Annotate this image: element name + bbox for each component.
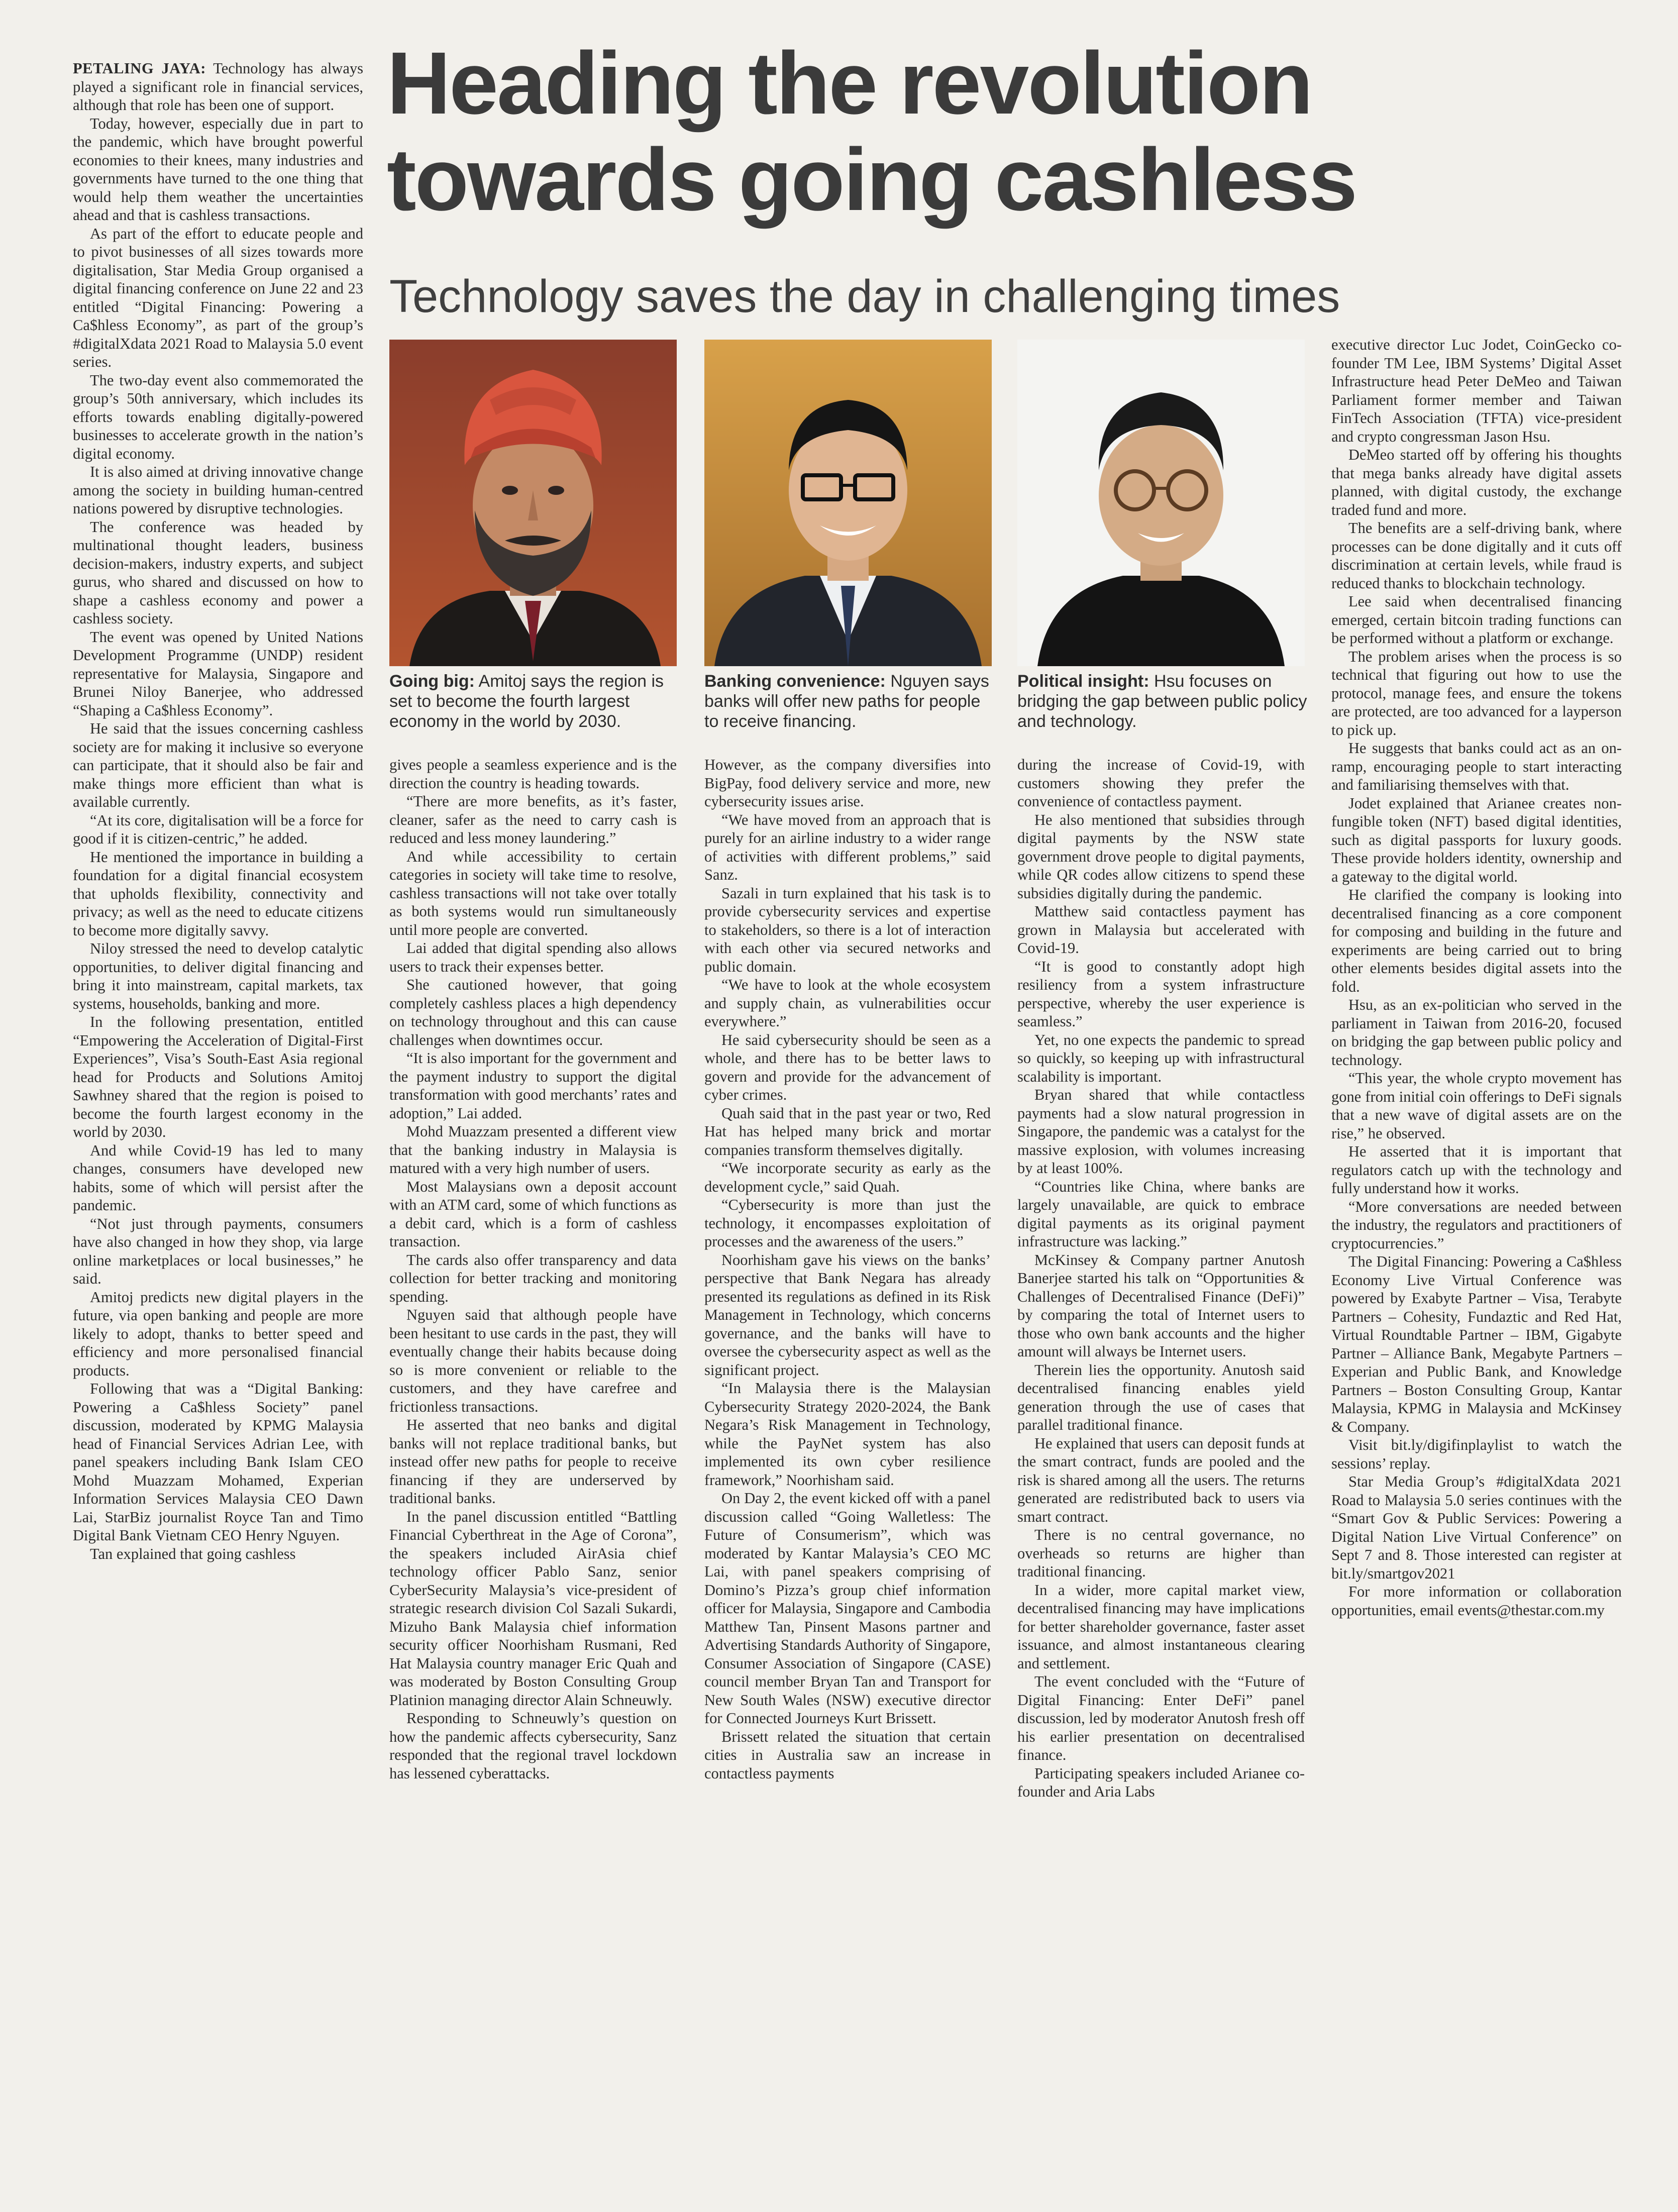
article-paragraph: Mohd Muazzam presented a different view that the banking industry in Malaysia is matured with a very high number of users. [389,1123,677,1177]
article-paragraph: Bryan shared that while contactless payments had a slow natural progression in Singapore, the pandemic was a catalyst for the massive explosion, with volumes increasing by at least 100%. [1017,1086,1305,1177]
article-paragraph: Brissett related the situation that certain cities in Australia saw an increase in contactless payments [704,1728,991,1782]
article-paragraph: Star Media Group’s #digitalXdata 2021 Road to Malaysia 5.0 series continues with the “Smart Gov & Public Services: Powering a Digital Nation Live Virtual Conference” on Sept 7 and 8. Those interested can register at bit.ly/smartgov2021 [1331,1473,1622,1582]
article-paragraph: Sazali in turn explained that his task is to provide cybersecurity services and expertise to stakeholders, so there is a lot of interaction with each other via secured networks and public domain. [704,884,991,975]
article-paragraph: during the increase of Covid-19, with customers showing they prefer the convenience of contactless payment. [1017,756,1305,810]
article-paragraph: He explained that users can deposit funds at the smart contract, funds are pooled and the risk is shared among all the users. The returns generated are redistributed back to users via smart contract. [1017,1434,1305,1525]
article-paragraph: “It is good to constantly adopt high resiliency from a system infrastructure perspective, whereby the user experience is seamless.” [1017,958,1305,1030]
article-paragraph: The benefits are a self-driving bank, where processes can be done digitally and it cuts off discrimination at certain levels, while fraud is reduced thanks to blockchain technology. [1331,519,1622,592]
article-paragraph: Responding to Schneuwly’s question on how the pandemic affects cybersecurity, Sanz responded that the regional travel lockdown has lessened cyberattacks. [389,1710,677,1782]
article-paragraph: And while accessibility to certain categories in society will take time to resolve, cashless transactions will not take over totally as both systems would run simultaneously until more people are converted. [389,848,677,938]
article-paragraph: The two-day event also commemorated the group’s 50th anniversary, which includes its efforts towards enabling digitally-powered businesses to accelerate growth in the nation’s digital economy. [73,371,363,462]
article-paragraph: In the following presentation, entitled “Empowering the Acceleration of Digital-First Experiences”, Visa’s South-East Asia regional head for Products and Solutions Amitoj Sawhney shared that the region is poised to become the fourth largest economy in the world by 2030. [73,1013,363,1140]
article-paragraph: “We incorporate security as early as the development cycle,” said Quah. [704,1160,991,1195]
article-paragraph: Yet, no one expects the pandemic to spread so quickly, so keeping up with infrastructural scalability is important. [1017,1031,1305,1085]
article-paragraph: She cautioned however, that going completely cashless places a high dependency on technology throughout and this can cause challenges when downtimes occur. [389,976,677,1048]
article-paragraph: He said cybersecurity should be seen as a whole, and there has to be better laws to govern and provide for the advancement of cyber crimes. [704,1031,991,1103]
article-paragraph: “There are more benefits, as it’s faster, cleaner, safer as the need to carry cash is reduced and less money laundering.” [389,793,677,847]
article-paragraph: Nguyen said that although people have been hesitant to use cards in the past, they will eventually change their habits because doing so is more convenient or reliable to the customers, and they have carefree and frictionless transactions. [389,1306,677,1415]
article-paragraph: gives people a seamless experience and is the direction the country is heading towards. [389,756,677,792]
article-paragraph: He asserted that it is important that regulators catch up with the technology and fully understand how it works. [1331,1143,1622,1197]
article-paragraph: Amitoj predicts new digital players in the future, via open banking and people are more likely to adopt, thanks to better speed and efficiency and more personalised financial products. [73,1288,363,1379]
article-paragraph: “Not just through payments, consumers have also changed in how they shop, via large online marketplaces or local businesses,” he said. [73,1215,363,1287]
article-column-4 [1017,756,1305,1800]
article-column-5 [1331,336,1622,1687]
headline [387,35,1613,228]
caption-title: Political insight: [1017,672,1149,691]
article-column-2 [389,756,677,1782]
article-paragraph: “We have to look at the whole ecosystem and supply chain, as vulnerabilities occur everywhere.” [704,976,991,1030]
article-paragraph: On Day 2, the event kicked off with a panel discussion called “Going Walletless: The Future of Consumerism”, which was moderated by Kantar Malaysia’s CEO MC Lai, with panel speakers comprising of Domino’s Pizza’s group chief information officer for Malaysia, Singapore and Cambodia Matthew Tan, Pinsent Masons partner and Advertising Standards Authority of Singapore, Consumer Association of Singapore (CASE) council member Bryan Tan and Transport for New South Wales (NSW) executive director for Connected Journeys Kurt Brissett. [704,1490,991,1727]
article-paragraph: He suggests that banks could act as an on-ramp, encouraging people to start interacting and familiarising themselves with that. [1331,740,1622,793]
article-paragraph: There is no central governance, no overheads so returns are higher than traditional financing. [1017,1526,1305,1580]
article-paragraph: Therein lies the opportunity. Anutosh said decentralised financing enables yield generation through the use of cases that parallel traditional finance. [1017,1361,1305,1433]
photo-nguyen [704,340,992,666]
article-paragraph: The event concluded with the “Future of Digital Financing: Enter DeFi” panel discussion, led by moderator Anutosh fresh off his earlier presentation on decentralised finance. [1017,1673,1305,1763]
headline-line-1: Heading the revolution [387,34,1312,133]
article-paragraph: It is also aimed at driving innovative change among the society in building human-centred nations powered by disruptive technologies. [73,463,363,517]
article-paragraph: Visit bit.ly/digifinplaylist to watch the sessions’ replay. [1331,1436,1622,1472]
photo-amitoj [389,340,677,666]
article-paragraph: He said that the issues concerning cashless society are for making it inclusive so everyone can participate, that it should also be fair and make things more efficient than what is available currently. [73,720,363,810]
article-paragraph: Lai added that digital spending also allows users to track their expenses better. [389,939,677,975]
article-paragraph: “This year, the whole crypto movement has gone from initial coin offerings to DeFi signals that a new wave of digital assets are on the rise,” he observed. [1331,1070,1622,1142]
photo-caption-2 [704,671,996,731]
article-paragraph: Tan explained that going cashless [90,1545,296,1562]
article-paragraph: And while Covid-19 has led to many changes, consumers have developed new habits, some of which will persist after the pandemic. [73,1141,363,1214]
article-paragraph: Noorhisham gave his views on the banks’ perspective that Bank Negara has already presented its regulations as defined in its Risk Management in Technology, which concerns governance, and the banks will have to oversee the cybersecurity aspect as well as the significant project. [704,1251,991,1379]
article-column-1 [73,59,363,1682]
headline-line-2: towards going cashless [387,131,1356,229]
article-paragraph: “At its core, digitalisation will be a force for good if it is citizen-centric,” he added. [73,811,363,847]
article-paragraph: Today, however, especially due in part to the pandemic, which have brought powerful economies to their knees, many industries and governments have turned to the one thing that would help them weather the uncertainties ahead and that is cashless transactions. [73,115,363,224]
caption-text: Amitoj says the region is set to become the fourth largest economy in the world by 2030. [389,672,664,731]
article-paragraph: The cards also offer transparency and data collection for better tracking and monitoring spending. [389,1251,677,1305]
article-paragraph: In the panel discussion entitled “Battling Financial Cyberthreat in the Age of Corona”, the speakers included AirAsia chief technology officer Pablo Sanz, senior CyberSecurity Malaysia’s vice-president of strategic research division Col Sazali Sukardi, Mizuho Bank Malaysia chief information security officer Noorhisham Rusmani, Red Hat Malaysia country manager Eric Quah and was moderated by Boston Consulting Group Platinion managing director Alain Schneuwly. [389,1508,677,1709]
article-paragraph: Lee said when decentralised financing emerged, certain bitcoin trading functions can be performed without a platform or exchange. [1331,593,1622,647]
article-paragraph: Most Malaysians own a deposit account with an ATM card, some of which functions as a debit card, which is a form of cashless transaction. [389,1178,677,1250]
article-paragraph: “Countries like China, where banks are largely unavailable, are quick to embrace digital payments as its original payment infrastructure was lacking.” [1017,1178,1305,1250]
article-paragraph: Hsu, as an ex-politician who served in the parliament in Taiwan from 2016-20, focused on bridging the gap between public policy and technology. [1331,996,1622,1069]
article-paragraph: Jodet explained that Arianee creates non-fungible token (NFT) based digital identities, such as digital passports for luxury goods. These provide holders identity, ownership and a gateway to the digital world. [1331,794,1622,885]
article-paragraph: Quah said that in the past year or two, Red Hat has helped many brick and mortar companies transform themselves digitally. [704,1104,991,1158]
article-paragraph: “We have moved from an approach that is purely for an airline industry to a wider range of activities with different problems,” said Sanz. [704,811,991,883]
article-paragraph: However, as the company diversifies into BigPay, food delivery service and more, new cybersecurity issues arise. [704,756,991,810]
photo-caption-1 [389,671,681,731]
article-paragraph: He clarified the company is looking into decentralised financing as a core component for composing and building in the future and experiments are being carried out to bring other elements besides digital assets into the fold. [1331,886,1622,995]
article-paragraph: Following that was a “Digital Banking: Powering a Ca$hless Society” panel discussion, moderated by KPMG Malaysia head of Financial Services Adrian Lee, with panel speakers including Bank Islam CEO Mohd Muazzam Mohamed, Experian Information Services Malaysia CEO Dawn Lai, StarBiz journalist Royce Tan and Timo Digital Bank Vietnam CEO Henry Nguyen. [73,1380,363,1544]
caption-text: Hsu focuses on bridging the gap between public policy and technology. [1017,672,1307,731]
article-paragraph: In a wider, more capital market view, decentralised financing may have implications for better shareholder governance, faster asset issuance, and almost instantaneous clearing and settlement. [1017,1581,1305,1672]
article-paragraph: The Digital Financing: Powering a Ca$hless Economy Live Virtual Conference was powered by Exabyte Partner – Visa, Terabyte Partners – Cohesity, Fundaztic and Red Hat, Virtual Roundtable Partner – IBM, Gigabyte Partner – Alliance Bank, Megabyte Partners – Experian and Public Bank, and Knowledge Partners – Boston Consulting Group, Kantar Malaysia, KPMG in Malaysia and McKinsey & Company. [1331,1253,1622,1435]
article-paragraph: The conference was headed by multinational thought leaders, business decision-makers, industry experts, and subject gurus, who shared and discussed on how to shape a cashless economy and power a cashless society. [73,518,363,627]
article-paragraph: The problem arises when the process is so technical that figuring out how to use the protocol, manage fees, and ensure the tokens are protected, are too advanced for a layperson to pick up. [1331,648,1622,739]
caption-text: Nguyen says banks will offer new paths for people to receive financing. [704,672,989,731]
photo-caption-3 [1017,671,1309,731]
subheadline: Technology saves the day in challenging times [389,271,1340,322]
article-paragraph: He mentioned the importance in building a foundation for a digital financial ecosystem that upholds flexibility, connectivity and privacy; as well as the need to educate citizens to become more digitally savvy. [73,848,363,939]
article-paragraph: “More conversations are needed between the industry, the regulators and practitioners of cryptocurrencies.” [1331,1198,1622,1252]
article-paragraph: Niloy stressed the need to develop catalytic opportunities, to deliver digital financing and bring it into mainstream, capital markets, tax systems, households, banking and more. [73,940,363,1012]
caption-title: Banking convenience: [704,672,886,691]
article-paragraph: Matthew said contactless payment has grown in Malaysia but accelerated with Covid-19. [1017,903,1305,957]
article-paragraph: For more information or collaboration opportunities, email events@thestar.com.my [1331,1583,1622,1619]
dateline: PETALING JAYA: [73,60,206,77]
photo-hsu [1017,340,1305,666]
article-paragraph: “It is also important for the government and the payment industry to support the digital transformation with good merchants’ rates and adoption,” Lai added. [389,1049,677,1122]
article-paragraph: The event was opened by United Nations Development Programme (UNDP) resident representative for Malaysia, Singapore and Brunei Niloy Banerjee, who addressed “Shaping a Ca$hless Economy”. [73,628,363,719]
article-paragraph: PETALING JAYA: Technology has always played a significant role in financial services, although that role has been one of support. [73,60,363,114]
article-column-3 [704,756,991,1782]
caption-title: Going big: [389,672,475,691]
article-paragraph: Participating speakers included Arianee co-founder and Aria Labs [1017,1764,1305,1800]
article-paragraph: DeMeo started off by offering his thoughts that mega banks already have digital assets planned, with digital custody, the exchange traded fund and more. [1331,446,1622,518]
article-paragraph: He also mentioned that subsidies through digital payments by the NSW state government drove people to digital payments, while QR codes allow citizens to spend these subsidies digitally during the pandemic. [1017,811,1305,902]
article-paragraph: “In Malaysia there is the Malaysian Cybersecurity Strategy 2020-2024, the Bank Negara’s Risk Management in Technology, while the PayNet system has also implemented its own cyber resilience framework,” Noorhisham said. [704,1380,991,1489]
article-paragraph: McKinsey & Company partner Anutosh Banerjee started his talk on “Opportunities & Challenges of Decentralised Finance (DeFi)” by comparing the total of Internet users to those who own bank accounts and the higher amount will always be Internet users. [1017,1251,1305,1360]
article-paragraph: He asserted that neo banks and digital banks will not replace traditional banks, but instead offer new paths for people to receive financing if they are underserved by traditional banks. [389,1416,677,1507]
article-paragraph: As part of the effort to educate people and to pivot businesses of all sizes towards more digitalisation, Star Media Group organised a digital financing conference on June 22 and 23 entitled “Digital Financing: Powering a Ca$hless Economy”, as part of the group’s #digitalXdata 2021 Road to Malaysia 5.0 event series. [73,225,363,370]
article-paragraph: executive director Luc Jodet, CoinGecko co-founder TM Lee, IBM Systems’ Digital Asset Infrastructure head Peter DeMeo and Taiwan Parliament former member and Taiwan FinTech Association (TFTA) vice-president and crypto congressman Jason Hsu. [1331,336,1622,445]
article-paragraph: “Cybersecurity is more than just the technology, it encompasses exploitation of processes and the awareness of the users.” [704,1196,991,1250]
